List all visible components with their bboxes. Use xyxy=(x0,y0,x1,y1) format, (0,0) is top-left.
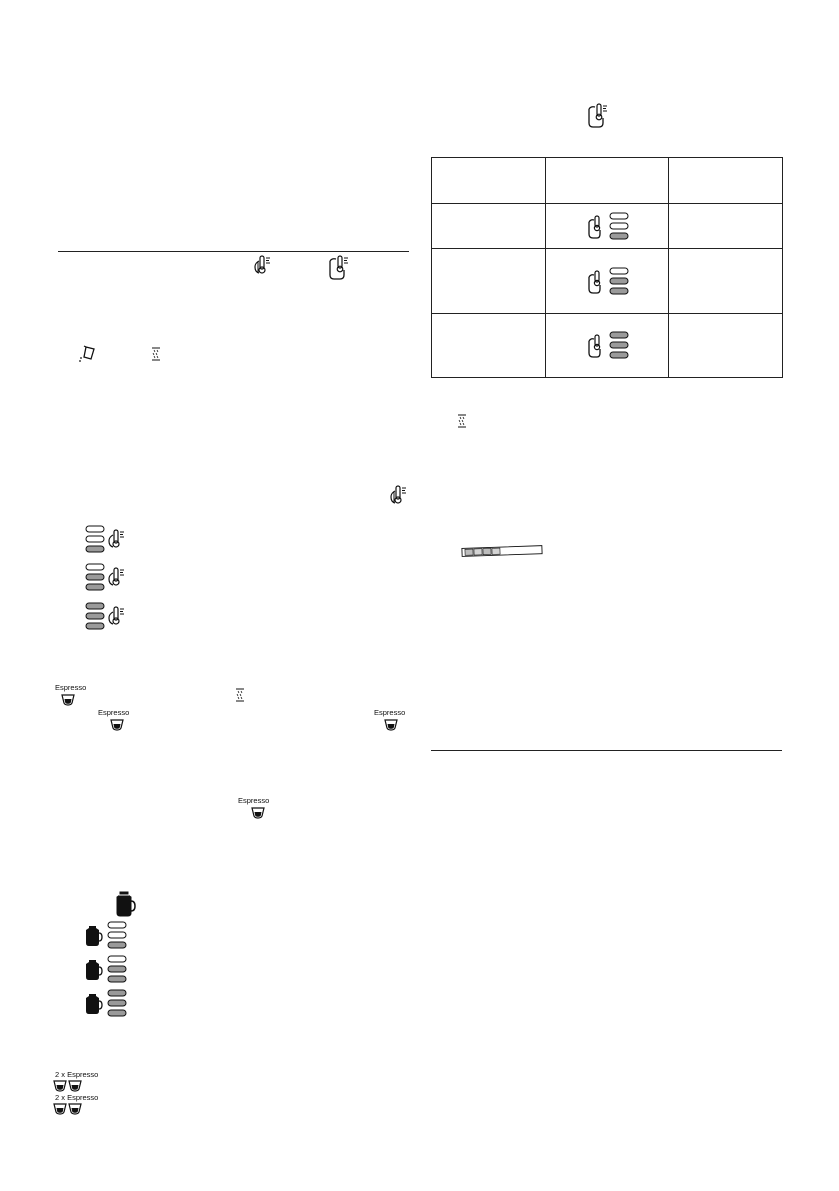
descale-icon xyxy=(235,688,245,702)
carafe-level-2 xyxy=(84,955,130,990)
table-cell xyxy=(545,248,669,314)
espresso-cup-icon xyxy=(110,719,124,731)
table-cell xyxy=(545,203,669,249)
milk-jug-temperature-icon xyxy=(586,103,610,129)
milk-temperature-icon xyxy=(254,255,272,275)
milk-jug-temperature-icon xyxy=(327,255,351,281)
espresso-label: Espresso xyxy=(55,683,87,692)
milk-temperature-table xyxy=(431,157,783,378)
section-divider-right xyxy=(431,750,782,751)
water-hardness-test-strip-icon xyxy=(461,543,545,564)
double-espresso-label: 2 x Espresso xyxy=(55,1070,99,1079)
table-cell xyxy=(668,313,783,378)
table-cell xyxy=(668,203,783,249)
double-espresso-cup-icon xyxy=(53,1080,83,1093)
table-cell xyxy=(431,203,546,249)
espresso-label: Espresso xyxy=(98,708,130,717)
espresso-label: Espresso xyxy=(238,796,270,805)
level-bars-icon xyxy=(586,267,632,297)
temperature-level-1 xyxy=(84,525,134,560)
pour-icon xyxy=(78,343,98,363)
carafe-level-1 xyxy=(84,921,130,956)
carafe-icon xyxy=(115,891,137,917)
descale-icon xyxy=(151,347,161,361)
table-header-cell xyxy=(431,157,546,204)
espresso-cup-icon xyxy=(384,719,398,731)
level-bars-icon xyxy=(586,331,632,361)
milk-temperature-icon xyxy=(390,485,408,505)
espresso-label: Espresso xyxy=(374,708,406,717)
double-espresso-cup-icon xyxy=(53,1103,83,1116)
espresso-cup-icon xyxy=(61,694,75,706)
descale-icon xyxy=(457,414,467,428)
temperature-level-2 xyxy=(84,563,134,598)
table-header-cell xyxy=(668,157,783,204)
table-cell xyxy=(668,248,783,314)
table-cell xyxy=(431,313,546,378)
espresso-cup-icon xyxy=(251,807,265,819)
table-cell xyxy=(545,313,669,378)
table-cell xyxy=(431,248,546,314)
temperature-level-3 xyxy=(84,602,134,637)
double-espresso-label: 2 x Espresso xyxy=(55,1093,99,1102)
carafe-level-3 xyxy=(84,989,130,1024)
section-divider-left xyxy=(58,251,409,252)
table-header-cell xyxy=(545,157,669,204)
level-bars-icon xyxy=(586,212,632,242)
